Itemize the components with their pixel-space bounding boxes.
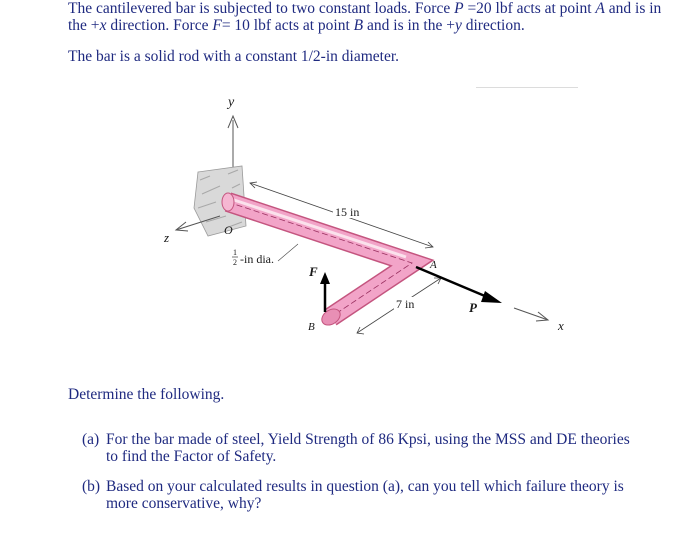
- var-y: y: [454, 17, 462, 34]
- origin-label: O: [224, 223, 233, 237]
- determine-heading: Determine the following.: [68, 386, 225, 403]
- x-axis: [514, 308, 548, 320]
- statement-text: = 10 lbf acts at point: [221, 17, 354, 34]
- var-B: B: [353, 17, 364, 34]
- dim-15-label: 15 in: [335, 205, 360, 219]
- question-text: For the bar made of steel, Yield Strength of 86 Kpsi, using the MSS and DE theories to find the Factor of Safety.: [106, 431, 630, 465]
- force-F-arrowhead: [320, 272, 330, 284]
- dim-7-label: 7 in: [396, 297, 415, 311]
- question-label: (b): [82, 478, 101, 495]
- x-axis-label: x: [558, 318, 564, 333]
- var-P: P: [454, 0, 464, 17]
- dia-fraction-numerator: 1: [233, 248, 237, 257]
- divider: [476, 87, 578, 88]
- var-A: A: [595, 0, 605, 17]
- point-A-label: A: [430, 259, 437, 271]
- force-P-label: P: [469, 300, 477, 315]
- rod-description: The bar is a solid rod with a constant 1/2-in diameter.: [68, 48, 400, 65]
- dia-leader-line: [278, 244, 298, 261]
- y-axis-label: y: [228, 95, 235, 110]
- statement-text: and is in the +: [68, 0, 662, 34]
- statement-text: =20 lbf acts at point: [463, 0, 596, 17]
- question-label: (a): [82, 431, 100, 448]
- rod-root-cap: [222, 193, 234, 211]
- var-x: x: [99, 17, 107, 34]
- var-F: F: [212, 17, 222, 34]
- statement-text: direction.: [461, 17, 525, 34]
- question-text: Based on your calculated results in question (a), can you tell which failure theory is more conservative, why?: [106, 478, 624, 512]
- cantilever-figure: [150, 90, 600, 350]
- dia-label: -in dia.: [240, 252, 274, 266]
- dia-fraction-denominator: 2: [233, 258, 237, 267]
- force-P-arrowhead: [481, 291, 502, 303]
- statement-text: The cantilevered bar is subjected to two constant loads. Force: [68, 0, 455, 17]
- force-F-label: F: [309, 264, 318, 279]
- point-B-label: B: [308, 321, 315, 333]
- force-P-arrow: [416, 267, 492, 299]
- problem-statement: [68, 0, 668, 34]
- statement-text: and is in the +: [363, 17, 455, 34]
- z-axis-label: z: [164, 230, 170, 245]
- statement-text: direction. Force: [106, 17, 213, 34]
